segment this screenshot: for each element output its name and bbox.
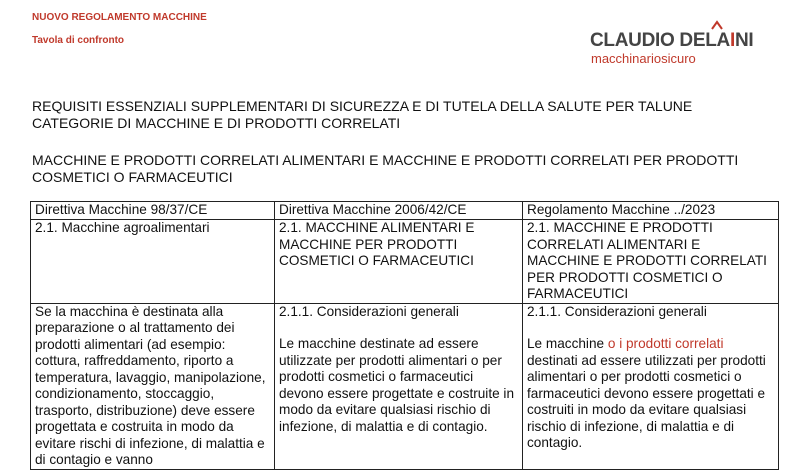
table-header-row (31, 202, 779, 220)
column-header-98-37: Direttiva Macchine 98/37/CE (31, 202, 275, 220)
text-98-37: Se la macchina è destinata alla preparazione o al trattamento dei prodotti alimentari (ad esempio: cottura, raffreddamento, riporto a temperatura, lavaggio, manipolazione, condizionamento, stoccaggio, trasporto, distribuzione) deve essere progettata e costruita in modo da evitare rischi di infezione, di malattia e di contagio e vanno (31, 303, 275, 469)
column-header-2006-42: Direttiva Macchine 2006/42/CE (275, 202, 523, 220)
subsection-body: Le macchine destinate ad essere utilizzate per prodotti alimentari o per prodotti cosmetici o farmaceutici devono essere progettate e costruite in modo da evitare qualsiasi rischio di infezione, di malattia e di contagio. (279, 336, 515, 434)
table-row (31, 303, 779, 469)
column-header-regolamento: Regolamento Macchine ../2023 (523, 202, 779, 220)
subsection-title: 2.1.1. Considerazioni generali (279, 303, 459, 319)
subsection-body: Le macchine o i prodotti correlati destinati ad essere utilizzati per prodotti alimentari o per prodotti cosmetici o farmaceutici devono essere progettati e costruiti in modo da evitare qualsiasi rischio di infezione, di malattia e di contagio. (527, 336, 766, 450)
section-title-98-37: 2.1. Macchine agroalimentari (31, 220, 275, 304)
text-regolamento (523, 303, 779, 469)
highlighted-change: o i prodotti correlati (607, 336, 724, 351)
document-title: NUOVO REGOLAMENTO MACCHINE (32, 12, 207, 23)
text-2006-42 (275, 303, 523, 469)
logo-tagline: macchinariosicuro (591, 51, 696, 66)
table-row (31, 220, 779, 304)
document-subtitle: Tavola di confronto (32, 35, 125, 46)
logo-name: CLAUDIO DELAINI (590, 30, 754, 51)
requirements-heading: REQUISITI ESSENZIALI SUPPLEMENTARI DI SICUREZZA E DI TUTELA DELLA SALUTE PER TALUNE CATEGORIE DI MACCHINE E DI PRODOTTI CORRELATI (32, 98, 693, 131)
brand-logo (590, 20, 765, 68)
logo-caret-icon (711, 20, 723, 30)
section-title-2006-42: 2.1. MACCHINE ALIMENTARI E MACCHINE PER PRODOTTI COSMETICI O FARMACEUTICI (275, 220, 523, 304)
category-heading: MACCHINE E PRODOTTI CORRELATI ALIMENTARI E MACCHINE E PRODOTTI CORRELATI PER PRODOTTI COSMETICI O FARMACEUTICI (32, 152, 739, 185)
subsection-title: 2.1.1. Considerazioni generali (527, 303, 707, 319)
comparison-table (30, 201, 779, 470)
section-title-regolamento: 2.1. MACCHINE E PRODOTTI CORRELATI ALIMENTARI E MACCHINE E PRODOTTI CORRELATI PER PRODOTTI COSMETICI O FARMACEUTICI (523, 220, 779, 304)
